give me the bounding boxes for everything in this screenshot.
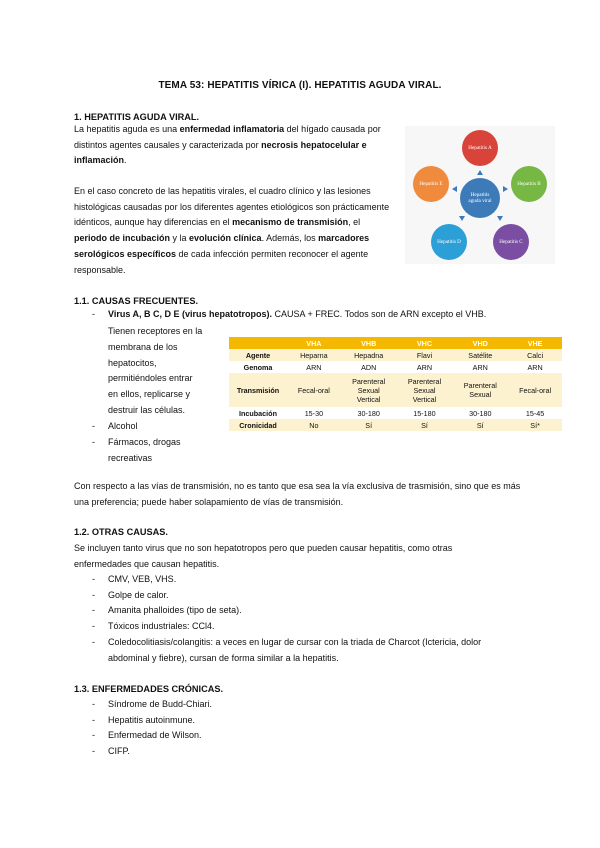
farmacos-line: Fármacos, drogas bbox=[108, 437, 181, 447]
farmacos-item bbox=[108, 435, 181, 466]
table-header-cell: VHD bbox=[452, 337, 508, 349]
table-row bbox=[229, 407, 562, 419]
other-causes-intro: Se incluyen tanto virus que no son hepatotropos pero que pueden causar hepatitis, como otras enfermedades que causan hepatitis. bbox=[74, 543, 453, 569]
virus-line bbox=[108, 307, 486, 322]
bullet-dash: - bbox=[92, 589, 95, 600]
bullet-dash: - bbox=[92, 636, 95, 647]
list-item: Hepatitis autoinmune. bbox=[108, 714, 196, 725]
section-heading-1-1: 1.1. CAUSAS FRECUENTES. bbox=[74, 296, 199, 306]
hepatitis-diagram bbox=[405, 126, 555, 264]
table-cell: 15-30 bbox=[287, 407, 341, 419]
text-run: periodo de incubación bbox=[74, 233, 171, 244]
section-heading-1: 1. HEPATITIS AGUDA VIRAL. bbox=[74, 112, 200, 122]
arrow-icon bbox=[452, 186, 457, 192]
text-run: del hígado causada por distintos agentes causales y caracterizada por bbox=[74, 124, 381, 150]
table-cell: Sí bbox=[452, 419, 508, 431]
table-cell: Heparna bbox=[287, 349, 341, 361]
table-header-cell: VHE bbox=[508, 337, 562, 349]
paragraph-viral-hepatitis bbox=[74, 184, 392, 278]
section-heading-1-3: 1.3. ENFERMEDADES CRÓNICAS. bbox=[74, 684, 224, 694]
table-cell: ARN bbox=[508, 361, 562, 373]
table-cell: ARN bbox=[287, 361, 341, 373]
table-cell: Parenteral Sexual Vertical bbox=[397, 373, 453, 407]
arrow-icon bbox=[503, 186, 508, 192]
table-cell: Calci bbox=[508, 349, 562, 361]
virus-description-line: membrana de los bbox=[108, 341, 178, 352]
virus-description-line: hepatocitos, bbox=[108, 357, 157, 368]
bullet-dash: - bbox=[92, 746, 95, 757]
table-row bbox=[229, 373, 562, 407]
table-header-cell: VHC bbox=[397, 337, 453, 349]
bullet-dash: - bbox=[92, 574, 95, 584]
text-run: necrosis hepatocelular e inflamación bbox=[74, 139, 367, 166]
table-header-cell bbox=[229, 337, 287, 349]
text-run: . bbox=[124, 155, 127, 166]
list-item: Golpe de calor. bbox=[108, 589, 169, 600]
alcohol-item: Alcohol bbox=[108, 421, 138, 431]
virus-description-line: en ellos, replicarse y bbox=[108, 389, 191, 400]
page-title: TEMA 53: HEPATITIS VÍRICA (I). HEPATITIS AGUDA VIRAL. bbox=[158, 80, 442, 91]
text-run: enfermedad inflamatoria bbox=[179, 124, 285, 134]
list-item-line: Coledocolitiasis/colangitis: a veces en lugar de cursar con la triada de Charcot (Ictericia, dolor bbox=[108, 636, 482, 647]
table-cell: 15-45 bbox=[508, 407, 562, 419]
table-cell: Sí* bbox=[508, 419, 562, 431]
table-cell: Parenteral Sexual bbox=[452, 373, 508, 407]
table-cell: ADN bbox=[341, 361, 397, 373]
text-run: La hepatitis aguda es una bbox=[74, 124, 180, 134]
farmacos-line: recreativas bbox=[108, 452, 153, 463]
table-row-label: Agente bbox=[229, 349, 287, 361]
text-run: y la bbox=[170, 233, 190, 244]
list-item: Enfermedad de Wilson. bbox=[108, 730, 202, 741]
table-row-label: Transmisión bbox=[229, 373, 287, 407]
table-cell: Satélite bbox=[452, 349, 508, 361]
list-item: CMV, VEB, VHS. bbox=[108, 574, 177, 584]
node-hepatitis-b: Hepatitis B bbox=[511, 166, 547, 202]
text-run: marcadores serológicos específicos bbox=[74, 233, 370, 259]
table-cell: Hepadna bbox=[341, 349, 397, 361]
virus-description-line: destruir las células. bbox=[108, 404, 186, 415]
table-cell: Flavi bbox=[397, 349, 453, 361]
bullet-dash: - bbox=[92, 699, 95, 709]
text-run: , el bbox=[348, 217, 361, 228]
text-run: . Además, los bbox=[261, 233, 319, 244]
table-row bbox=[229, 361, 562, 373]
table-row bbox=[229, 419, 562, 431]
node-hepatitis-c: Hepatitis C bbox=[493, 224, 529, 260]
table-cell: 15-180 bbox=[397, 407, 453, 419]
section-heading-1-2: 1.2. OTRAS CAUSAS. bbox=[74, 527, 168, 537]
table-row-label: Genoma bbox=[229, 361, 287, 373]
list-item: Tóxicos industriales: CCl4. bbox=[108, 621, 215, 632]
virus-description-line: Tienen receptores en la bbox=[108, 326, 203, 336]
list-item: Amanita phalloides (tipo de seta). bbox=[108, 605, 242, 616]
virus-description-line: permitiéndoles entrar bbox=[108, 373, 193, 384]
table-cell: Parenteral Sexual Vertical bbox=[341, 373, 397, 407]
bullet-dash: - bbox=[92, 621, 95, 632]
virus-line-rest: CAUSA + FREC. Todos son de ARN excepto el VHB. bbox=[272, 309, 487, 319]
table-row-label: Cronicidad bbox=[229, 419, 287, 431]
table-cell: No bbox=[287, 419, 341, 431]
text-run: evolución clínica bbox=[189, 233, 262, 244]
arrow-icon bbox=[477, 170, 483, 175]
table-cell: ARN bbox=[452, 361, 508, 373]
list-item-line: abdominal y fiebre), cursan de forma similar a la hepatitis. bbox=[108, 652, 339, 663]
virus-line-bold: Virus A, B C, D E (virus hepatotropos). bbox=[108, 309, 273, 319]
table-row bbox=[229, 349, 562, 361]
transmission-note: Con respecto a las vías de transmisión, no es tanto que esa sea la vía exclusiva de trasmisión, sino que es más una preferencia; puede haber solapamiento de vías de transmisión. bbox=[74, 481, 521, 507]
table-cell: Fecal-oral bbox=[287, 373, 341, 407]
table-cell: Sí bbox=[397, 419, 453, 431]
table-cell: Sí bbox=[341, 419, 397, 431]
table-cell: Fecal-oral bbox=[508, 373, 562, 407]
bullet-dash: - bbox=[92, 309, 95, 319]
bullet-dash: - bbox=[92, 605, 95, 616]
table-cell: ARN bbox=[397, 361, 453, 373]
node-hepatitis-d: Hepatitis D bbox=[431, 224, 467, 260]
bullet-dash: - bbox=[92, 714, 95, 725]
bullet-dash: - bbox=[92, 437, 95, 447]
table-row-label: Incubación bbox=[229, 407, 287, 419]
text-run: En el caso concreto de las hepatitis virales, el cuadro clínico y las lesiones histológicas causadas por los diferentes agentes etiológicos son prácticamente idénticos, aunque hay diferencias en el bbox=[74, 186, 390, 228]
node-center: Hepatitis aguda viral bbox=[460, 178, 500, 218]
bullet-dash: - bbox=[92, 730, 95, 741]
node-hepatitis-a: Hepatitis A bbox=[462, 130, 498, 166]
table-header-cell: VHA bbox=[287, 337, 341, 349]
list-item: Síndrome de Budd-Chiari. bbox=[108, 699, 213, 709]
text-run: mecanismo de transmisión bbox=[232, 217, 349, 228]
table-header-cell: VHB bbox=[341, 337, 397, 349]
list-item: CIFP. bbox=[108, 746, 130, 757]
bullet-dash: - bbox=[92, 421, 95, 431]
table-cell: 30-180 bbox=[341, 407, 397, 419]
node-hepatitis-e: Hepatitis E bbox=[413, 166, 449, 202]
text-run: de cada infección permiten reconocer el agente responsable. bbox=[74, 248, 369, 275]
arrow-icon bbox=[459, 216, 465, 221]
virus-description bbox=[108, 324, 228, 419]
virus-table bbox=[229, 337, 562, 431]
arrow-icon bbox=[497, 216, 503, 221]
table-cell: 30-180 bbox=[452, 407, 508, 419]
paragraph-definition bbox=[74, 122, 392, 169]
